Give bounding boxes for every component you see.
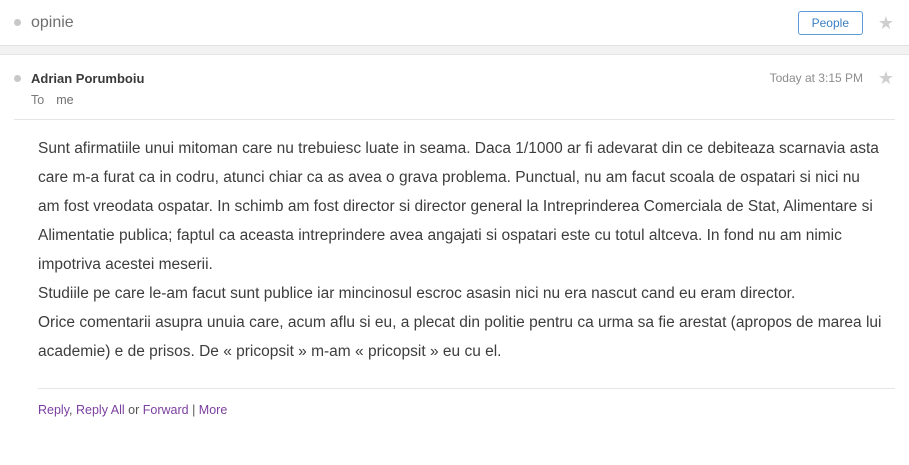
recipient-label: To bbox=[31, 93, 45, 107]
actions-comma: , bbox=[69, 403, 73, 417]
sender-name[interactable]: Adrian Porumboiu bbox=[31, 70, 145, 86]
unread-dot-icon bbox=[14, 19, 21, 26]
message-unread-dot-icon bbox=[14, 75, 21, 82]
actions-or: or bbox=[128, 403, 140, 417]
message-paragraph: Orice comentarii asupra unuia care, acum aflu si eu, a plecat din politie pentru ca urma sa fie arestat (apropos de marea lui academie) e de prisos. De « pricopsit » m-am « pricopsit » eu cu el. bbox=[38, 314, 882, 360]
message-paragraph: Studiile pe care le-am facut sunt publice iar mincinosul escroc asasin nici nu era nascut cand eu eram director. bbox=[38, 285, 796, 302]
message-body bbox=[0, 120, 909, 366]
recipient-value[interactable]: me bbox=[56, 93, 74, 107]
reply-all-link[interactable]: Reply All bbox=[76, 403, 125, 417]
message-star-icon[interactable]: ★ bbox=[877, 68, 895, 88]
subject-title: opinie bbox=[31, 13, 74, 31]
message-header bbox=[0, 55, 909, 107]
header-gray-strip bbox=[0, 46, 909, 55]
more-link[interactable]: More bbox=[198, 403, 228, 417]
reply-link[interactable]: Reply bbox=[38, 403, 70, 417]
recipient-row bbox=[14, 93, 895, 107]
star-icon[interactable]: ★ bbox=[877, 12, 895, 33]
message-paragraph: Sunt afirmatiile unui mitoman care nu trebuiesc luate in seama. Daca 1/1000 ar fi adevarat din ce debiteaza scarnavia asta care m-a furat ca in codru, atunci chiar ca as avea o grava problema. Punctual, nu am facut scoala de ospatari si nici nu am fost vreodata ospatar. In schimb am fost director si director general la Intreprinderea Comerciala de Stat, Alimentare si Alimentatie publica; faptul ca aceasta intreprindere avea angajati si ospatari este cu totul altceva. In fond nu am nimic impotriva acestei meserii. bbox=[38, 140, 879, 273]
forward-link[interactable]: Forward bbox=[142, 403, 189, 417]
actions-pipe: | bbox=[192, 403, 196, 417]
message-actions bbox=[0, 389, 909, 417]
sender-row bbox=[14, 69, 895, 87]
subject-bar bbox=[0, 0, 909, 45]
message-timestamp: Today at 3:15 PM bbox=[769, 71, 863, 85]
people-button[interactable]: People bbox=[798, 11, 863, 35]
